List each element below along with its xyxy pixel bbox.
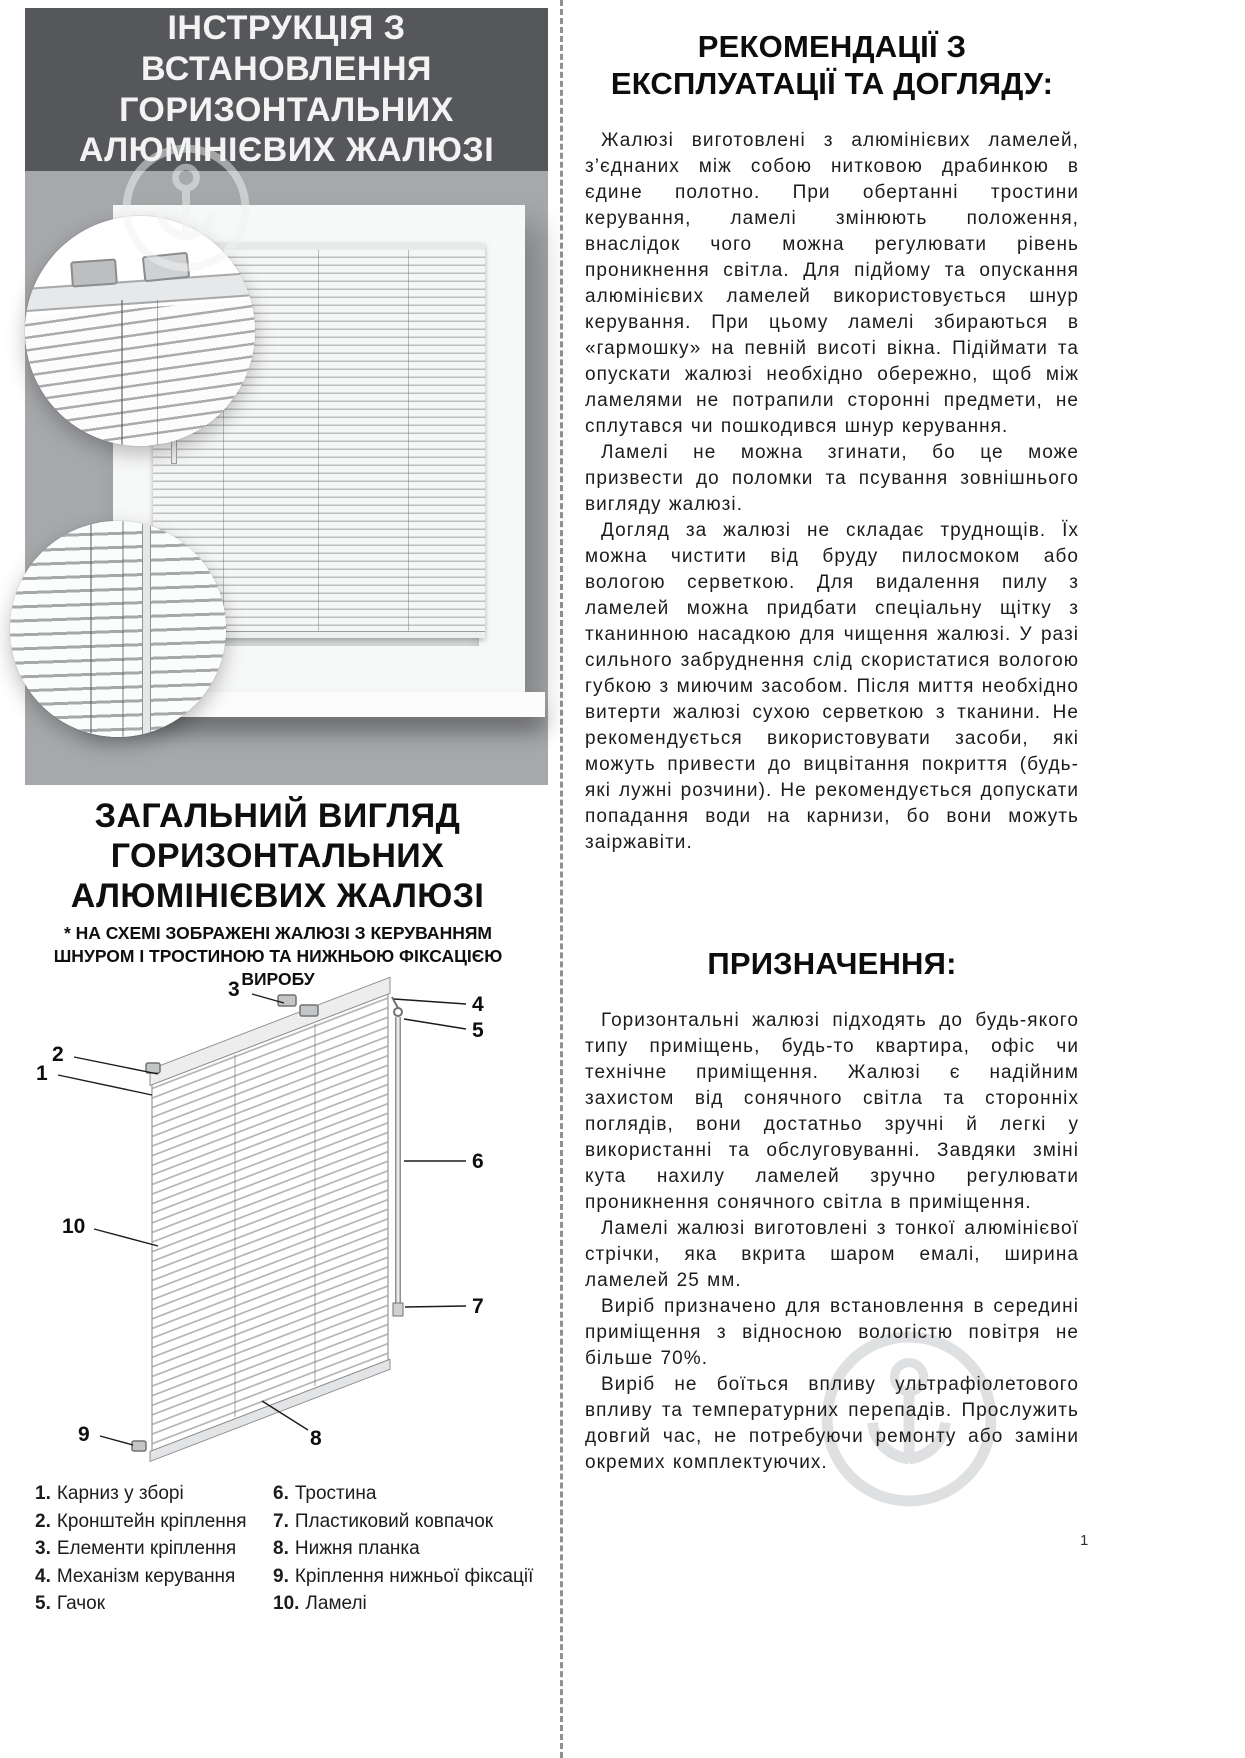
callout-9: 9: [78, 1423, 90, 1446]
detail-circle-headrail: [25, 216, 255, 446]
bracket-detail: [142, 252, 190, 283]
callout-6: 6: [472, 1150, 484, 1173]
purpose-text: [585, 1008, 1079, 1476]
bracket-detail: [70, 258, 118, 287]
care-paragraph: Догляд за жалюзі не складає труднощів. Їх можна чистити від бруду пилосмоком або вологою серветкою. Для видалення пилу з ламелей можна придбати спеціальну щітку з тканинною насадкою для чищення жалюзі. У разі сильного забруднення слід скористатися вологою губкою з миючим засобом. Після миття необхідно витерти жалюзі сухою серветкою з тканини. Не рекомендується використовувати засоби, які можуть привести до вицвітання покриття (будь-які лужні розчини). Не рекомендується допускати попадання води на карнизи, бо вони можуть заіржавіти.: [585, 520, 1079, 854]
purpose-paragraph: Ламелі жалюзі виготовлені з тонкої алюмінієвої стрічки, яка вкрита шаром емалі, ширина ламелей 25 мм.: [585, 1218, 1079, 1292]
legend-item: [35, 1480, 273, 1508]
window-illustration: [25, 171, 548, 785]
slats-detail: [25, 299, 255, 446]
wand-assembly: [392, 997, 403, 1316]
wand-detail: [142, 521, 151, 737]
page-number: 1: [1080, 1532, 1089, 1549]
bottom-fixation: [132, 1441, 146, 1451]
care-paragraph: Жалюзі виготовлені з алюмінієвих ламелей, з’єднаних між собою нитковою драбинкою в єдине полотно. При обертанні тростини керування, ламелі змінюють положення, внаслідок чого можна регулювати рівень проникнення світла. Для підйому та опускання алюмінієвих ламелей використовується шнур керування. При цьому ламелі збираються в «гармошку» на певній висоті вікна. Підіймати та опускати жалюзі необхідно обережно, щоб між ламелями не потрапили сторонні предмети, не сплутався чи пошкодився шнур керування.: [585, 130, 1079, 438]
purpose-title: ПРИЗНАЧЕННЯ:: [707, 946, 957, 982]
care-paragraph: Ламелі не можна згинати, бо це може призвести до поломки та псування зовнішнього вигляду жалюзі.: [585, 442, 1079, 516]
legend-num: 1.: [35, 1483, 51, 1504]
slats-detail: [10, 521, 226, 737]
purpose-paragraph: Горизонтальні жалюзі підходять до будь-якого типу приміщень, будь-то квартира, офіс чи технічне приміщення. Жалюзі є надійним захистом від сонячного світла та сторонніх поглядів, вони достатньо зручні й легкі у використанні та обслуговуванні. Завдяки зміні кута нахилу ламелей зручно регулювати проникнення сонячного світла в приміщення.: [585, 1010, 1079, 1214]
legend-item: [273, 1590, 550, 1618]
legend-label: Кріплення нижньої фіксації: [294, 1565, 534, 1587]
blind-ladder-cord: [318, 250, 319, 638]
legend-item: [35, 1563, 273, 1591]
cord-detail: [90, 521, 92, 737]
overview-title: ЗАГАЛЬНИЙ ВИГЛЯД ГОРИЗОНТАЛЬНИХ АЛЮМІНІЄВИХ ЖАЛЮЗІ: [70, 797, 485, 916]
installation-title: ІНСТРУКЦІЯ З ВСТАНОВЛЕННЯ ГОРИЗОНТАЛЬНИХ АЛЮМІНІЄВИХ ЖАЛЮЗІ: [78, 8, 495, 170]
plastic-cap: [393, 1303, 403, 1316]
overview-note: * НА СХЕМІ ЗОБРАЖЕНІ ЖАЛЮЗІ З КЕРУВАННЯМ ШНУРОМ І ТРОСТИНОЮ ТА НИЖНЬОЮ ФІКСАЦІЄЮ ВИРОБУ: [53, 923, 503, 989]
callout-2: 2: [52, 1043, 64, 1066]
legend-num: 4.: [35, 1565, 51, 1587]
legend-label: Ламелі: [305, 1593, 367, 1614]
legend-item: [35, 1508, 273, 1536]
legend-item: [273, 1480, 550, 1508]
legend-num: 6.: [273, 1483, 289, 1504]
legend-num: 8.: [273, 1538, 289, 1559]
purpose-paragraph: Виріб не боїться впливу ультрафіолетового впливу та температурних перепадів. Прослужить довгий час, не потребуючи ремонту або заміни окремих комплектуючих.: [585, 1374, 1079, 1474]
legend-num: 3.: [35, 1538, 51, 1559]
legend-label: Елементи кріплення: [56, 1538, 237, 1559]
legend-item: [273, 1508, 550, 1536]
purpose-paragraph: Виріб призначено для встановлення в середині приміщення з відносною вологістю повітря не більше 70%.: [585, 1296, 1079, 1370]
blind-body: [150, 977, 390, 1461]
legend-item: [273, 1563, 550, 1591]
care-title: РЕКОМЕНДАЦІЇ З ЕКСПЛУАТАЦІЇ ТА ДОГЛЯДУ:: [610, 29, 1054, 102]
care-text: [585, 128, 1079, 856]
cord-detail: [157, 300, 158, 446]
parts-legend: [35, 1480, 550, 1618]
right-column: [585, 28, 1079, 1476]
legend-label: Карниз у зборі: [56, 1483, 184, 1504]
legend-label: Механізм керування: [56, 1565, 236, 1587]
blind-ladder-cord: [408, 250, 409, 638]
legend-item: [35, 1535, 273, 1563]
callout-3: 3: [228, 978, 240, 1001]
callout-5: 5: [472, 1019, 484, 1042]
legend-label: Нижня планка: [294, 1538, 420, 1559]
callout-10: 10: [62, 1215, 86, 1238]
callout-4: 4: [472, 993, 484, 1016]
legend-num: 7.: [273, 1510, 289, 1532]
legend-item: [35, 1590, 273, 1618]
installation-header: [25, 8, 548, 171]
legend-num: 5.: [35, 1593, 51, 1614]
legend-column-1: [35, 1480, 273, 1618]
callout-7: 7: [472, 1295, 484, 1318]
callout-8: 8: [310, 1427, 322, 1450]
legend-num: 9.: [273, 1565, 289, 1587]
legend-column-2: [273, 1480, 550, 1618]
detail-circle-slats: [10, 521, 226, 737]
blinds-diagram: [0, 975, 555, 1480]
legend-label: Пластиковий ковпачок: [294, 1510, 494, 1532]
legend-label: Тростина: [294, 1483, 377, 1504]
legend-num: 10.: [273, 1593, 300, 1614]
cord-detail: [122, 521, 124, 737]
hook: [394, 1008, 402, 1016]
legend-item: [273, 1535, 550, 1563]
callout-1: 1: [36, 1062, 48, 1085]
legend-label: Кронштейн кріплення: [56, 1510, 247, 1532]
legend-num: 2.: [35, 1510, 51, 1532]
legend-label: Гачок: [56, 1593, 106, 1614]
column-divider: [560, 0, 563, 1758]
cord-detail: [121, 300, 123, 446]
